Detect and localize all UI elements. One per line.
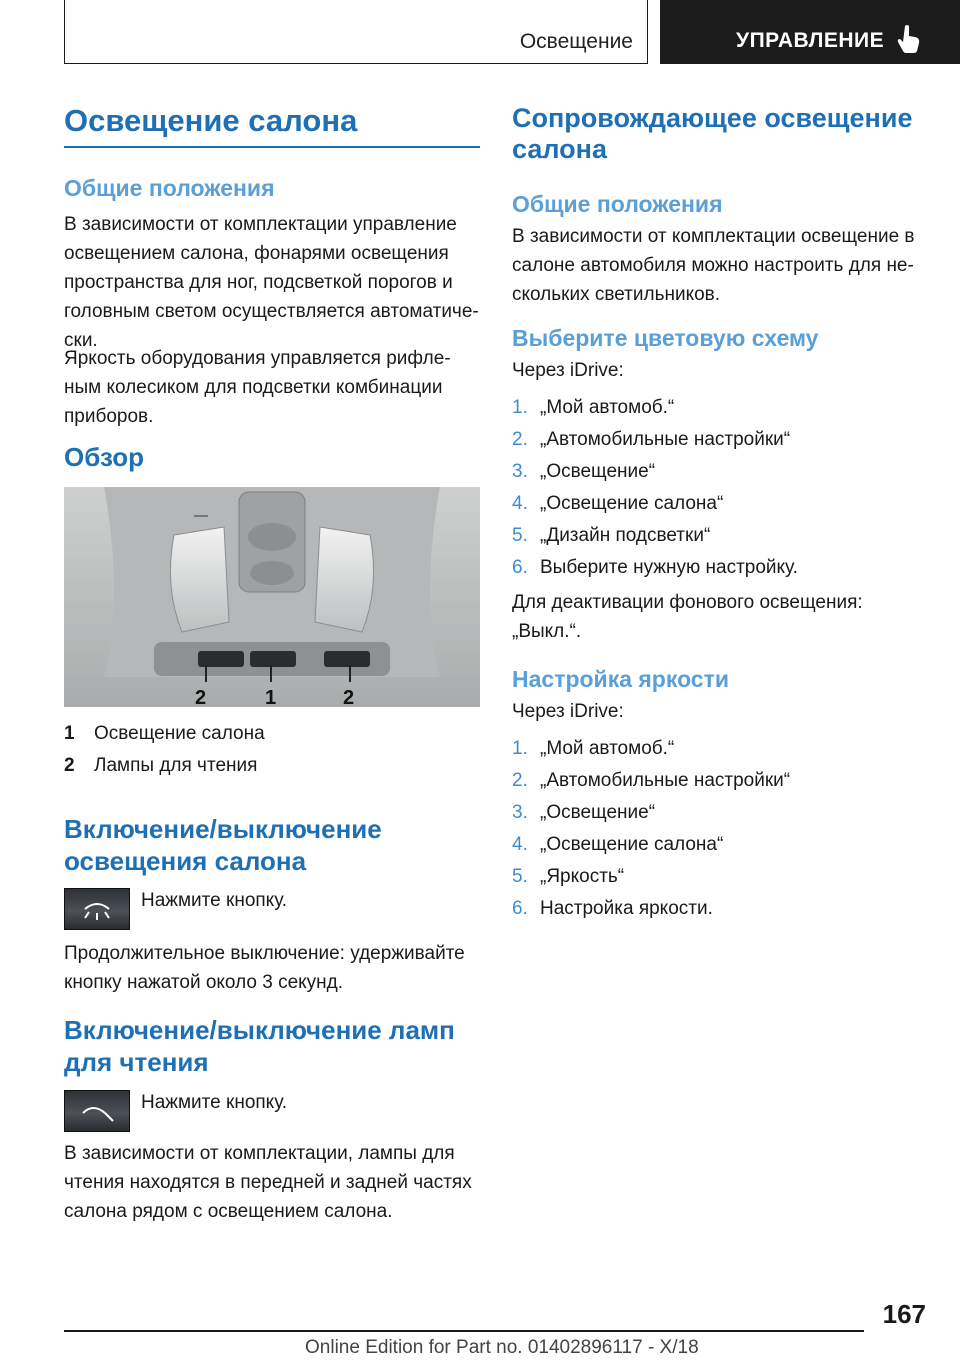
header-section-box bbox=[64, 0, 648, 64]
step-text: „Мой автомоб.“ bbox=[540, 397, 675, 418]
text-line: В зависимости от комплектации управление bbox=[64, 214, 457, 235]
text-line: Продолжительное выключение: удерживайте bbox=[64, 943, 465, 964]
ambient-title bbox=[512, 103, 912, 165]
text-line: скольких светильников. bbox=[512, 284, 721, 305]
heading-line: салона bbox=[512, 134, 607, 164]
page-number: 167 bbox=[882, 1299, 926, 1329]
interior-light-button-icon bbox=[64, 888, 130, 930]
deactivate-text bbox=[512, 588, 863, 646]
step-text: Выберите нужную настройку. bbox=[540, 557, 798, 578]
step-number: 2. bbox=[512, 429, 528, 450]
step-number: 2. bbox=[512, 770, 528, 791]
step-number: 6. bbox=[512, 898, 528, 919]
step-text: „Освещение салона“ bbox=[540, 834, 724, 855]
reading-text bbox=[64, 1139, 472, 1226]
text-line: головным светом осуществляется автоматиче- bbox=[64, 301, 479, 322]
general-heading-right: Общие положения bbox=[512, 191, 723, 217]
step-number: 5. bbox=[512, 525, 528, 546]
list-item bbox=[512, 893, 790, 925]
bright-steps bbox=[512, 733, 790, 925]
header-chapter-title: УПРАВЛЕНИЕ bbox=[736, 29, 885, 52]
legend-item bbox=[64, 718, 265, 750]
footer-rule bbox=[64, 1330, 864, 1332]
text-line: освещением салона, фонарями освещения bbox=[64, 243, 449, 264]
step-text: „Автомобильные настройки“ bbox=[540, 770, 791, 791]
step-text: „Яркость“ bbox=[540, 866, 625, 887]
heading-line: Сопровождающее освещение bbox=[512, 103, 913, 133]
list-item bbox=[512, 424, 798, 456]
text-line: Для деактивации фонового освещения: bbox=[512, 592, 863, 613]
bright-heading: Настройка яркости bbox=[512, 666, 730, 692]
list-item bbox=[512, 552, 798, 584]
legend-number: 1 bbox=[64, 723, 75, 744]
onoff-heading bbox=[64, 813, 382, 877]
legend-text: Лампы для чтения bbox=[94, 755, 258, 776]
list-item bbox=[512, 797, 790, 829]
list-item bbox=[512, 765, 790, 797]
header-section-title: Освещение bbox=[519, 30, 633, 53]
step-text: „Автомобильные настройки“ bbox=[540, 429, 791, 450]
scheme-steps bbox=[512, 392, 798, 584]
reading-heading bbox=[64, 1014, 455, 1078]
legend-number: 2 bbox=[64, 755, 75, 776]
reading-light-button-icon bbox=[64, 1090, 130, 1132]
overhead-console-figure bbox=[64, 487, 480, 707]
scheme-heading: Выберите цветовую схему bbox=[512, 325, 819, 351]
text-line: пространства для ног, подсветкой порогов и bbox=[64, 272, 453, 293]
text-line: салоне автомобиля можно настроить для не- bbox=[512, 255, 914, 276]
list-item bbox=[512, 861, 790, 893]
bright-via: Через iDrive: bbox=[512, 701, 624, 722]
step-number: 1. bbox=[512, 738, 528, 759]
text-line: кнопку нажатой около 3 секунд. bbox=[64, 972, 344, 993]
list-item bbox=[512, 829, 790, 861]
heading-line: Включение/выключение ламп bbox=[64, 1015, 455, 1045]
header-chapter-box bbox=[660, 0, 960, 64]
list-item bbox=[512, 733, 790, 765]
reading-press: Нажмите кнопку. bbox=[141, 1092, 288, 1113]
text-line: салона рядом с освещением салона. bbox=[64, 1201, 393, 1222]
brightness-text bbox=[64, 344, 451, 431]
footer-edition: Online Edition for Part no. 01402896117 - X/18 bbox=[305, 1337, 699, 1358]
legend-item bbox=[64, 750, 265, 782]
list-item bbox=[512, 456, 798, 488]
general-heading-left: Общие положения bbox=[64, 175, 275, 201]
step-text: Настройка яркости. bbox=[540, 898, 713, 919]
title-underline bbox=[64, 146, 480, 148]
figure-label: 1 bbox=[265, 687, 277, 707]
list-item bbox=[512, 392, 798, 424]
heading-line: Включение/выключение bbox=[64, 814, 382, 844]
heading-line: для чтения bbox=[64, 1047, 209, 1077]
general-text-left bbox=[64, 210, 479, 355]
step-text: „Дизайн подсветки“ bbox=[540, 525, 711, 546]
step-text: „Мой автомоб.“ bbox=[540, 738, 675, 759]
step-text: „Освещение“ bbox=[540, 802, 656, 823]
step-number: 6. bbox=[512, 557, 528, 578]
text-line: В зависимости от комплектации освещение в bbox=[512, 226, 915, 247]
figure-legend bbox=[64, 718, 265, 782]
heading-line: освещения салона bbox=[64, 846, 307, 876]
text-line: Яркость оборудования управляется рифле- bbox=[64, 348, 451, 369]
step-text: „Освещение салона“ bbox=[540, 493, 724, 514]
step-text: „Освещение“ bbox=[540, 461, 656, 482]
page-title: Освещение салона bbox=[64, 103, 358, 138]
figure-label: 2 bbox=[195, 687, 207, 707]
list-item bbox=[512, 520, 798, 552]
text-line: чтения находятся в передней и задней частях bbox=[64, 1172, 472, 1193]
onoff-press: Нажмите кнопку. bbox=[141, 890, 288, 911]
general-text-right bbox=[512, 222, 915, 309]
onoff-text bbox=[64, 939, 465, 997]
overview-heading: Обзор bbox=[64, 442, 144, 472]
step-number: 1. bbox=[512, 397, 528, 418]
scheme-via: Через iDrive: bbox=[512, 360, 624, 381]
text-line: приборов. bbox=[64, 406, 154, 427]
text-line: В зависимости от комплектации, лампы для bbox=[64, 1143, 455, 1164]
text-line: ски. bbox=[64, 330, 98, 351]
text-line: „Выкл.“. bbox=[512, 621, 582, 642]
hand-pointer-icon bbox=[896, 24, 922, 54]
step-number: 4. bbox=[512, 493, 528, 514]
step-number: 3. bbox=[512, 461, 528, 482]
step-number: 4. bbox=[512, 834, 528, 855]
step-number: 3. bbox=[512, 802, 528, 823]
legend-text: Освещение салона bbox=[94, 723, 265, 744]
list-item bbox=[512, 488, 798, 520]
figure-label: 2 bbox=[343, 687, 355, 707]
step-number: 5. bbox=[512, 866, 528, 887]
text-line: ным колесиком для подсветки комбинации bbox=[64, 377, 443, 398]
